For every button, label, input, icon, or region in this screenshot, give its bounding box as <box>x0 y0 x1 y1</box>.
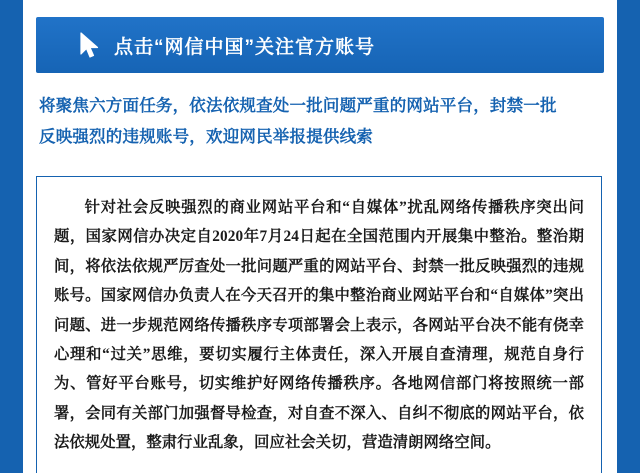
headline-line-1: 将聚焦六方面任务，依法依规查处一批问题严重的网站平台，封禁一批 <box>39 97 557 115</box>
headline-line-2: 反映强烈的违规账号，欢迎网民举报提供线索 <box>39 128 373 146</box>
cursor-click-icon <box>78 32 100 58</box>
banner-label: 点击“网信中国”关注官方账号 <box>114 36 376 58</box>
article-box <box>36 176 602 473</box>
follow-account-banner[interactable] <box>36 17 604 73</box>
article-body <box>54 193 584 458</box>
left-blue-rail <box>0 0 23 473</box>
headline <box>39 91 601 153</box>
article-paragraph: 针对社会反映强烈的商业网站平台和“自媒体”扰乱网络传播秩序突出问题，国家网信办决定自2020年7月24日起在全国范围内开展集中整治。整治期间，将依法依规严厉查处一批问题严重的网站平台、封禁一批反映强烈的违规账号。国家网信办负责人在今天召开的集中整治商业网站平台和“自媒体”突出问题、进一步规范网络传播秩序专项部署会上表示，各网站平台决不能有侥幸心理和“过关”思维，要切实履行主体责任，深入开展自查清理，规范自身行为、管好平台账号，切实维护好网络传播秩序。各地网信部门将按照统一部署，会同有关部门加强督导检查，对自查不深入、自纠不彻底的网站平台，依法依规处置，整肃行业乱象，回应社会关切，营造清朗网络空间。 <box>54 199 584 452</box>
right-blue-rail <box>617 0 640 473</box>
